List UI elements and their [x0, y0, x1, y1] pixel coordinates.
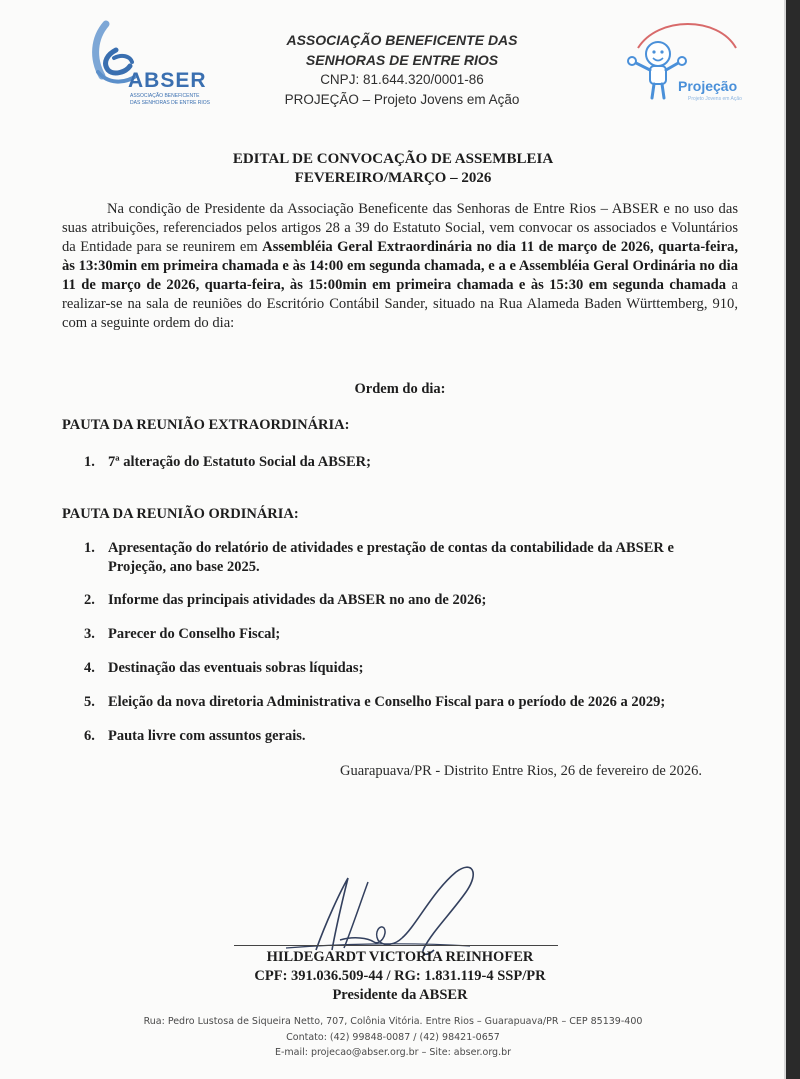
abser-logo-name: ABSER: [128, 69, 207, 92]
signer-name: HILDEGARDT VICTORIA REINHOFER: [266, 949, 534, 965]
ordinary-item-text-cont: Projeção, ano base 2025.: [108, 559, 260, 575]
ordinary-item-number: 3.: [84, 626, 95, 642]
page-edge-dark: [786, 0, 800, 1079]
agenda-heading: Ordem do dia:: [354, 381, 446, 397]
ordinary-item-number: 6.: [84, 728, 95, 744]
ordinary-item-text: Parecer do Conselho Fiscal;: [108, 626, 281, 642]
intro-text-1: Na condição de Presidente da Associação Beneficente das Senhoras de Entre Rios – ABSER e no uso das suas atribuições, referenciados pelos artigos 28 a 39 do Estatuto Social, vem convocar os associados e Voluntários da Entidade para se reunirem em: [62, 201, 738, 255]
ordinary-item-3: [84, 625, 280, 644]
ordinary-item-number: 5.: [84, 694, 95, 710]
extra-item-number: 1.: [84, 454, 95, 470]
abser-logo-sub1: ASSOCIAÇÃO BENEFICENTE: [130, 93, 200, 99]
footer-contact: Contato: (42) 99848-0087 / (42) 98421-0657: [286, 1032, 500, 1043]
projecao-logo: [618, 18, 752, 108]
org-project: PROJEÇÃO – Projeto Jovens em Ação: [284, 92, 520, 107]
header-block: [220, 30, 584, 110]
abser-logo: [78, 14, 218, 110]
child-mascot-icon: [618, 18, 752, 108]
org-cnpj: CNPJ: 81.644.320/0001-86: [320, 72, 484, 87]
ordinary-item-1: [84, 539, 674, 577]
ordinary-item-6: [84, 727, 306, 746]
ordinary-item-text-block: [108, 539, 674, 577]
signer-role: Presidente da ABSER: [332, 987, 468, 1003]
org-name-line2: SENHORAS DE ENTRE RIOS: [305, 52, 499, 68]
intro-text-2: a realizar-se na sala de reuniões do Escritório Contábil Sander, situado na Rua Alameda Baden Württemberg, 910, com a seguinte ordem do dia:: [62, 277, 738, 331]
projecao-logo-sub: Projeto Jovens em Ação: [688, 96, 742, 102]
intro-paragraph: [62, 200, 738, 333]
signature-line: [234, 945, 558, 946]
abser-logo-sub2: DAS SENHORAS DE ENTRE RIOS: [130, 100, 211, 106]
ordinary-item-number: 4.: [84, 660, 95, 676]
ordinary-item-4: [84, 659, 363, 678]
edital-title: EDITAL DE CONVOCAÇÃO DE ASSEMBLEIA: [232, 151, 554, 167]
ordinary-item-5: [84, 693, 665, 712]
ordinary-item-text: Destinação das eventuais sobras líquidas;: [108, 660, 364, 676]
ordinary-item-text: Apresentação do relatório de atividades e prestação de contas da contabilidade da ABSER e: [108, 540, 674, 556]
extraordinary-section-title: PAUTA DA REUNIÃO EXTRAORDINÁRIA:: [62, 417, 350, 433]
intro-bold-text: Assembléia Geral Extraordinária no dia 11 de março de 2026, quarta-feira, às 13:30min em primeira chamada e às 14:00 em segunda chamada, e a e Assembléia Geral Ordinária no dia 11 de março de 2026, quarta-feira, às 15:00min em primeira chamada e às 15:30 em segunda chamada: [62, 239, 738, 293]
ordinary-item-text: Pauta livre com assuntos gerais.: [108, 728, 306, 744]
ordinary-item-text: Informe das principais atividades da ABSER no ano de 2026;: [108, 592, 487, 608]
ordinary-item-2: [84, 591, 486, 610]
ordinary-item-text: Eleição da nova diretoria Administrativa e Conselho Fiscal para o período de 2026 a 2029;: [108, 694, 666, 710]
place-date: Guarapuava/PR - Distrito Entre Rios, 26 de fevereiro de 2026.: [340, 763, 703, 779]
footer-email: E-mail: projecao@abser.org.br – Site: abser.org.br: [274, 1047, 512, 1058]
extra-item-text: 7ª alteração do Estatuto Social da ABSER;: [108, 454, 371, 470]
extra-item-1: [84, 453, 371, 472]
ordinary-item-number: 2.: [84, 592, 95, 608]
footer-address: Rua: Pedro Lustosa de Siqueira Netto, 707, Colônia Vitória. Entre Rios – Guarapuava/PR – CEP 85139-400: [143, 1016, 643, 1027]
ordinary-section-title: PAUTA DA REUNIÃO ORDINÁRIA:: [62, 506, 299, 522]
projecao-logo-name: Projeção: [678, 78, 738, 94]
edital-subtitle: FEVEREIRO/MARÇO – 2026: [294, 170, 492, 186]
org-name-line1: ASSOCIAÇÃO BENEFICENTE DAS: [286, 32, 518, 48]
ordinary-item-number: 1.: [84, 540, 95, 556]
signer-documents: CPF: 391.036.509-44 / RG: 1.831.119-4 SSP/PR: [254, 968, 546, 984]
